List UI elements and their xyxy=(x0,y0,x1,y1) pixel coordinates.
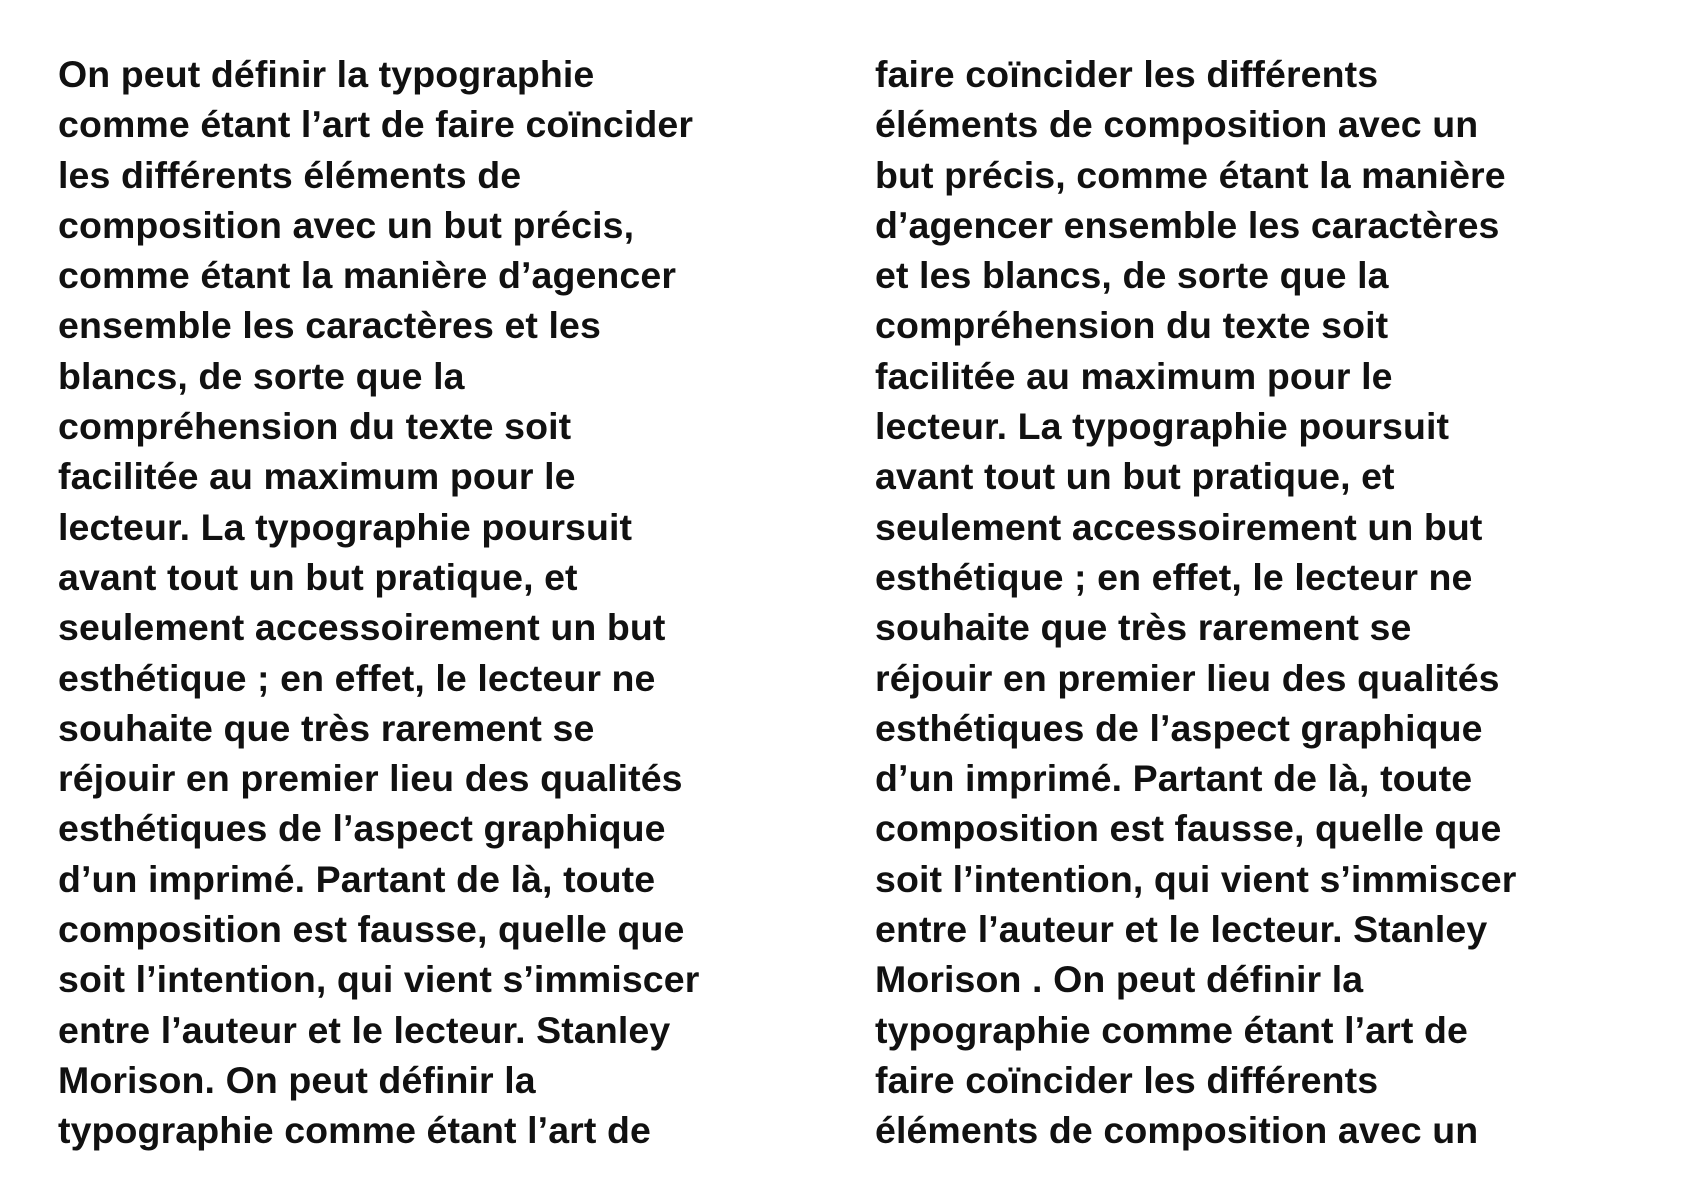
text-line: souhaite que très rarement se xyxy=(875,606,1412,649)
text-line: lecteur. La typographie poursuit xyxy=(875,405,1450,448)
text-line: blancs, de sorte que la xyxy=(58,354,465,397)
text-line: entre l’auteur et le lecteur. Stanley xyxy=(875,908,1488,951)
text-line: avant tout un but pratique, et xyxy=(875,455,1395,498)
text-line: éléments de composition avec un xyxy=(875,1109,1479,1152)
text-line: compréhension du texte soit xyxy=(58,405,572,448)
text-line: but précis, comme étant la manière xyxy=(875,153,1506,196)
text-line: composition avec un but précis, xyxy=(58,203,635,246)
text-line: soit l’intention, qui vient s’immiscer xyxy=(875,857,1517,900)
text-line: Morison . On peut définir la xyxy=(875,958,1364,1001)
text-line: esthétiques de l’aspect graphique xyxy=(58,807,666,850)
text-line: ensemble les caractères et les xyxy=(58,304,601,347)
text-line: esthétiques de l’aspect graphique xyxy=(875,706,1483,749)
text-line: seulement accessoirement un but xyxy=(875,505,1483,548)
text-line: compréhension du texte soit xyxy=(875,304,1389,347)
text-line: lecteur. La typographie poursuit xyxy=(58,505,633,548)
text-line: comme étant la manière d’agencer xyxy=(58,254,677,297)
text-line: Morison. On peut définir la xyxy=(58,1058,536,1101)
text-line: réjouir en premier lieu des qualités xyxy=(58,757,683,800)
text-line: facilitée au maximum pour le xyxy=(58,455,576,498)
text-line: esthétique ; en effet, le lecteur ne xyxy=(875,555,1473,598)
text-line: les différents éléments de xyxy=(58,153,522,196)
text-line: typographie comme étant l’art de xyxy=(58,1109,651,1152)
text-line: réjouir en premier lieu des qualités xyxy=(875,656,1500,699)
text-line: et les blancs, de sorte que la xyxy=(875,254,1389,297)
text-column-right xyxy=(875,49,1665,1156)
text-line: composition est fausse, quelle que xyxy=(58,908,685,951)
text-line: esthétique ; en effet, le lecteur ne xyxy=(58,656,656,699)
text-line: faire coïncider les différents xyxy=(875,53,1379,95)
text-line: d’agencer ensemble les caractères xyxy=(875,203,1500,246)
text-line: facilitée au maximum pour le xyxy=(875,354,1393,397)
text-line: soit l’intention, qui vient s’immiscer xyxy=(58,958,700,1001)
text-column-left xyxy=(58,49,838,1156)
text-line: On peut définir la typographie xyxy=(58,53,595,95)
text-line: d’un imprimé. Partant de là, toute xyxy=(875,757,1473,800)
text-line: comme étant l’art de faire coïncider xyxy=(58,103,694,146)
text-line: d’un imprimé. Partant de là, toute xyxy=(58,857,656,900)
text-line: composition est fausse, quelle que xyxy=(875,807,1502,850)
text-line: seulement accessoirement un but xyxy=(58,606,666,649)
text-line: avant tout un but pratique, et xyxy=(58,555,578,598)
text-line: éléments de composition avec un xyxy=(875,103,1479,146)
text-line: typographie comme étant l’art de xyxy=(875,1008,1468,1051)
text-line: entre l’auteur et le lecteur. Stanley xyxy=(58,1008,671,1051)
text-line: souhaite que très rarement se xyxy=(58,706,595,749)
text-line: faire coïncider les différents xyxy=(875,1058,1379,1101)
